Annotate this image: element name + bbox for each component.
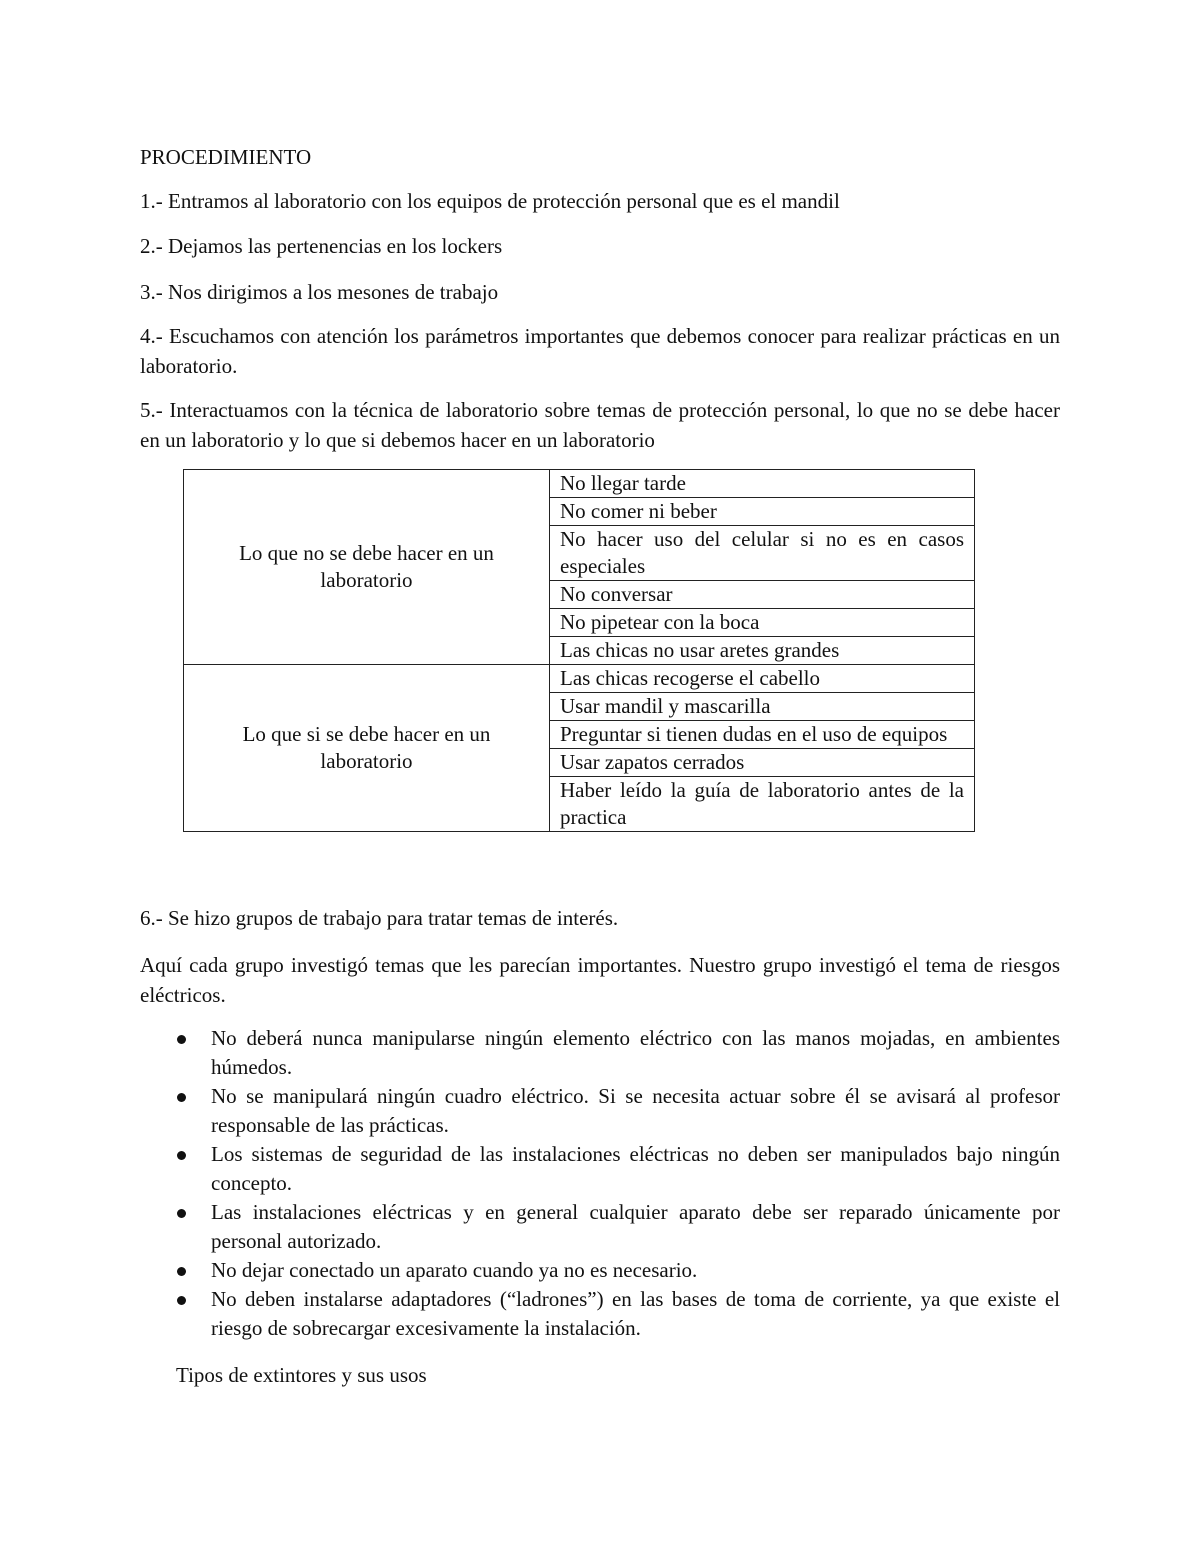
list-item (140, 1024, 1060, 1082)
rule-item: Usar zapatos cerrados (550, 749, 975, 777)
list-item-text: Los sistemas de seguridad de las instalaciones eléctricas no deben ser manipulados bajo ningún concepto. (211, 1142, 1060, 1195)
bullet-icon (177, 1267, 186, 1276)
rule-item: No hacer uso del celular si no es en casos especiales (550, 526, 975, 581)
list-item (140, 1285, 1060, 1343)
rule-item: No llegar tarde (550, 470, 975, 498)
rule-item: Haber leído la guía de laboratorio antes de la practica (550, 777, 975, 832)
list-item-text: No deberá nunca manipularse ningún elemento eléctrico con las manos mojadas, en ambientes húmedos. (211, 1026, 1060, 1079)
bullet-icon (177, 1209, 186, 1218)
bullet-icon (177, 1035, 186, 1044)
bullet-icon (177, 1093, 186, 1102)
rule-item: Las chicas no usar aretes grandes (550, 637, 975, 665)
list-item-text: No dejar conectado un aparato cuando ya no es necesario. (211, 1258, 698, 1282)
step-1: 1.- Entramos al laboratorio con los equipos de protección personal que es el mandil (140, 189, 840, 213)
extinguishers-heading: Tipos de extintores y sus usos (176, 1363, 427, 1387)
list-item (140, 1256, 1060, 1285)
category-dont: Lo que no se debe hacer en un laboratorio (184, 470, 550, 665)
list-item (140, 1140, 1060, 1198)
rule-item: Las chicas recogerse el cabello (550, 665, 975, 693)
list-item-text: No se manipulará ningún cuadro eléctrico. Si se necesita actuar sobre él se avisará al profesor responsable de las prácticas. (211, 1084, 1060, 1137)
bullet-icon (177, 1296, 186, 1305)
category-do: Lo que si se debe hacer en un laboratorio (184, 665, 550, 832)
rule-item: Preguntar si tienen dudas en el uso de equipos (550, 721, 975, 749)
table-row (184, 470, 975, 498)
bullet-icon (177, 1151, 186, 1160)
step-6: 6.- Se hizo grupos de trabajo para tratar temas de interés. (140, 906, 619, 930)
table-row (184, 665, 975, 693)
step-4: 4.- Escuchamos con atención los parámetros importantes que debemos conocer para realizar prácticas en un laboratorio. (140, 324, 1060, 378)
list-item-text: No deben instalarse adaptadores (“ladrones”) en las bases de toma de corriente, ya que existe el riesgo de sobrecargar excesivamente la instalación. (211, 1287, 1060, 1340)
list-item (140, 1198, 1060, 1256)
rule-item: No pipetear con la boca (550, 609, 975, 637)
electrical-risks-list (140, 1024, 1060, 1343)
procedure-heading: PROCEDIMIENTO (140, 145, 312, 169)
rule-item: Usar mandil y mascarilla (550, 693, 975, 721)
list-item (140, 1082, 1060, 1140)
rule-item: No comer ni beber (550, 498, 975, 526)
step-5: 5.- Interactuamos con la técnica de laboratorio sobre temas de protección personal, lo que no se debe hacer en un laboratorio y lo que si debemos hacer en un laboratorio (140, 398, 1060, 452)
step-2: 2.- Dejamos las pertenencias en los lockers (140, 234, 503, 258)
intro-paragraph: Aquí cada grupo investigó temas que les parecían importantes. Nuestro grupo investigó el tema de riesgos eléctricos. (140, 953, 1060, 1007)
list-item-text: Las instalaciones eléctricas y en general cualquier aparato debe ser reparado únicamente por personal autorizado. (211, 1200, 1060, 1253)
lab-rules-table (183, 469, 975, 832)
step-3: 3.- Nos dirigimos a los mesones de trabajo (140, 280, 499, 304)
rule-item: No conversar (550, 581, 975, 609)
